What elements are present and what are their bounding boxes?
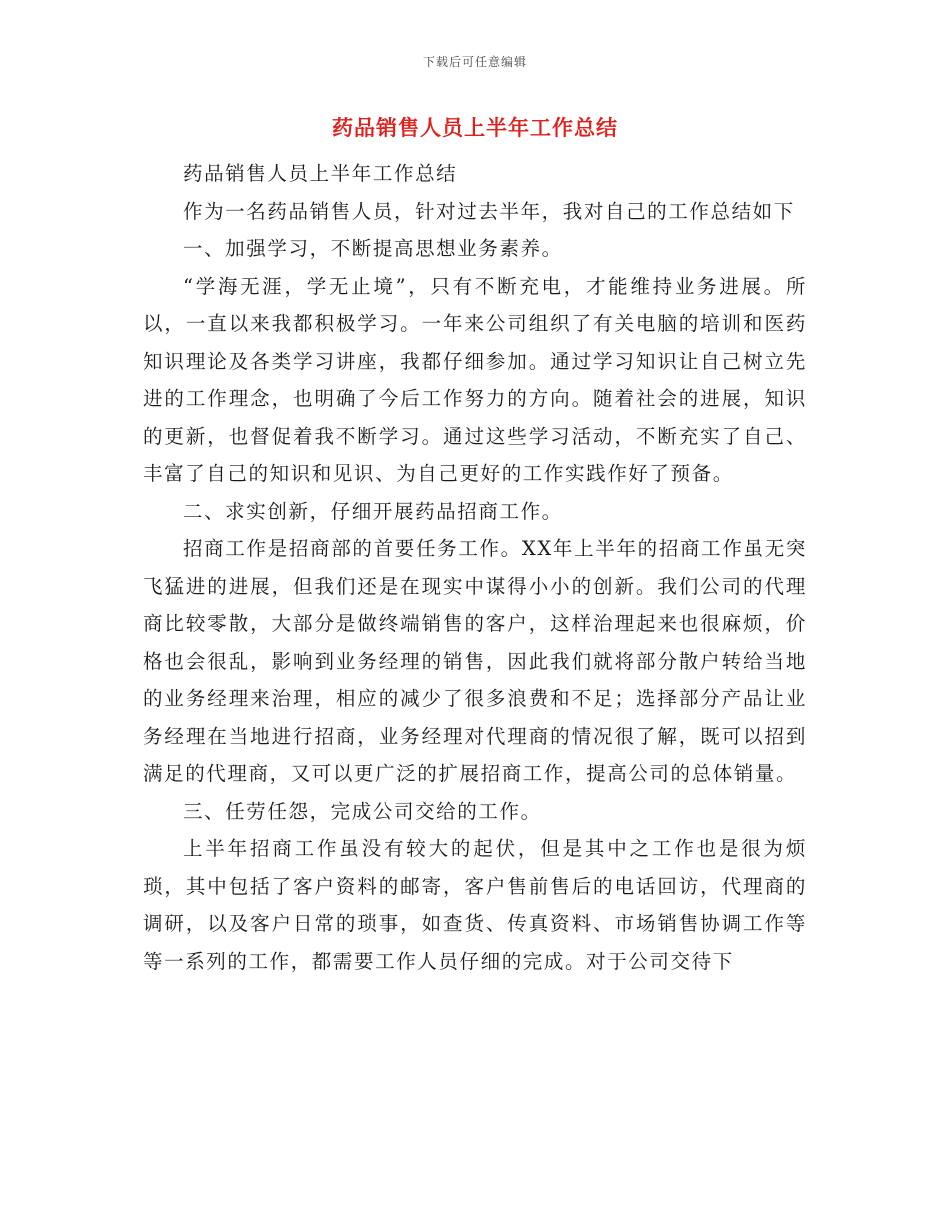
section-heading-1: 一、加强学习，不断提高思想业务素养。 (182, 237, 563, 260)
paragraph-section-2: 招商工作是招商部的首要任务工作。XX年上半年的招商工作虽无突飞猛进的进展，但我们还是在现实中谋得小小的创新。我们公司的代理商比较零散，大部分是做终端销售的客户，这样治理起来也很麻烦，价格也会很乱，影响到业务经理的销售，因此我们就将部分散户转给当地的业务经理来治理，相应的减少了很多浪费和不足；选择部分产品让业务经理在当地进行招商，业务经理对代理商的情况很了解，既可以招到满足的代理商，又可以更广泛的扩展招商工作，提高公司的总体销量。 (143, 537, 807, 785)
paragraph-section-1: “学海无涯，学无止境”，只有不断充电，才能维持业务进展。所以，一直以来我都积极学习。一年来公司组织了有关电脑的培训和医药知识理论及各类学习讲座，我都仔细参加。通过学习知识让自己树立先进的工作理念，也明确了今后工作努力的方向。随着社会的进展，知识的更新，也督促着我不断学习。通过这些学习活动，不断充实了自己、丰富了自己的知识和见识、为自己更好的工作实践作好了预备。 (143, 274, 807, 485)
section-heading-3: 三、任劳任怨，完成公司交给的工作。 (182, 799, 542, 823)
header-note: 下载后可任意编辑 (422, 55, 527, 69)
paragraph-intro: 作为一名药品销售人员，针对过去半年，我对自己的工作总结如下 (182, 199, 795, 223)
paragraph-section-3: 上半年招商工作虽没有较大的起伏，但是其中之工作也是很为烦琐，其中包括了客户资料的邮寄，客户售前售后的电话回访，代理商的调研，以及客户日常的琐事，如查货、传真资料、市场销售协调工作等等一系列的工作，都需要工作人员仔细的完成。对于公司交待下 (143, 837, 807, 973)
document-title: 药品销售人员上半年工作总结 (332, 115, 618, 140)
document-body (143, 155, 807, 980)
section-heading-2: 二、求实创新，仔细开展药品招商工作。 (182, 499, 563, 523)
paragraph-subtitle: 药品销售人员上半年工作总结 (182, 162, 458, 185)
